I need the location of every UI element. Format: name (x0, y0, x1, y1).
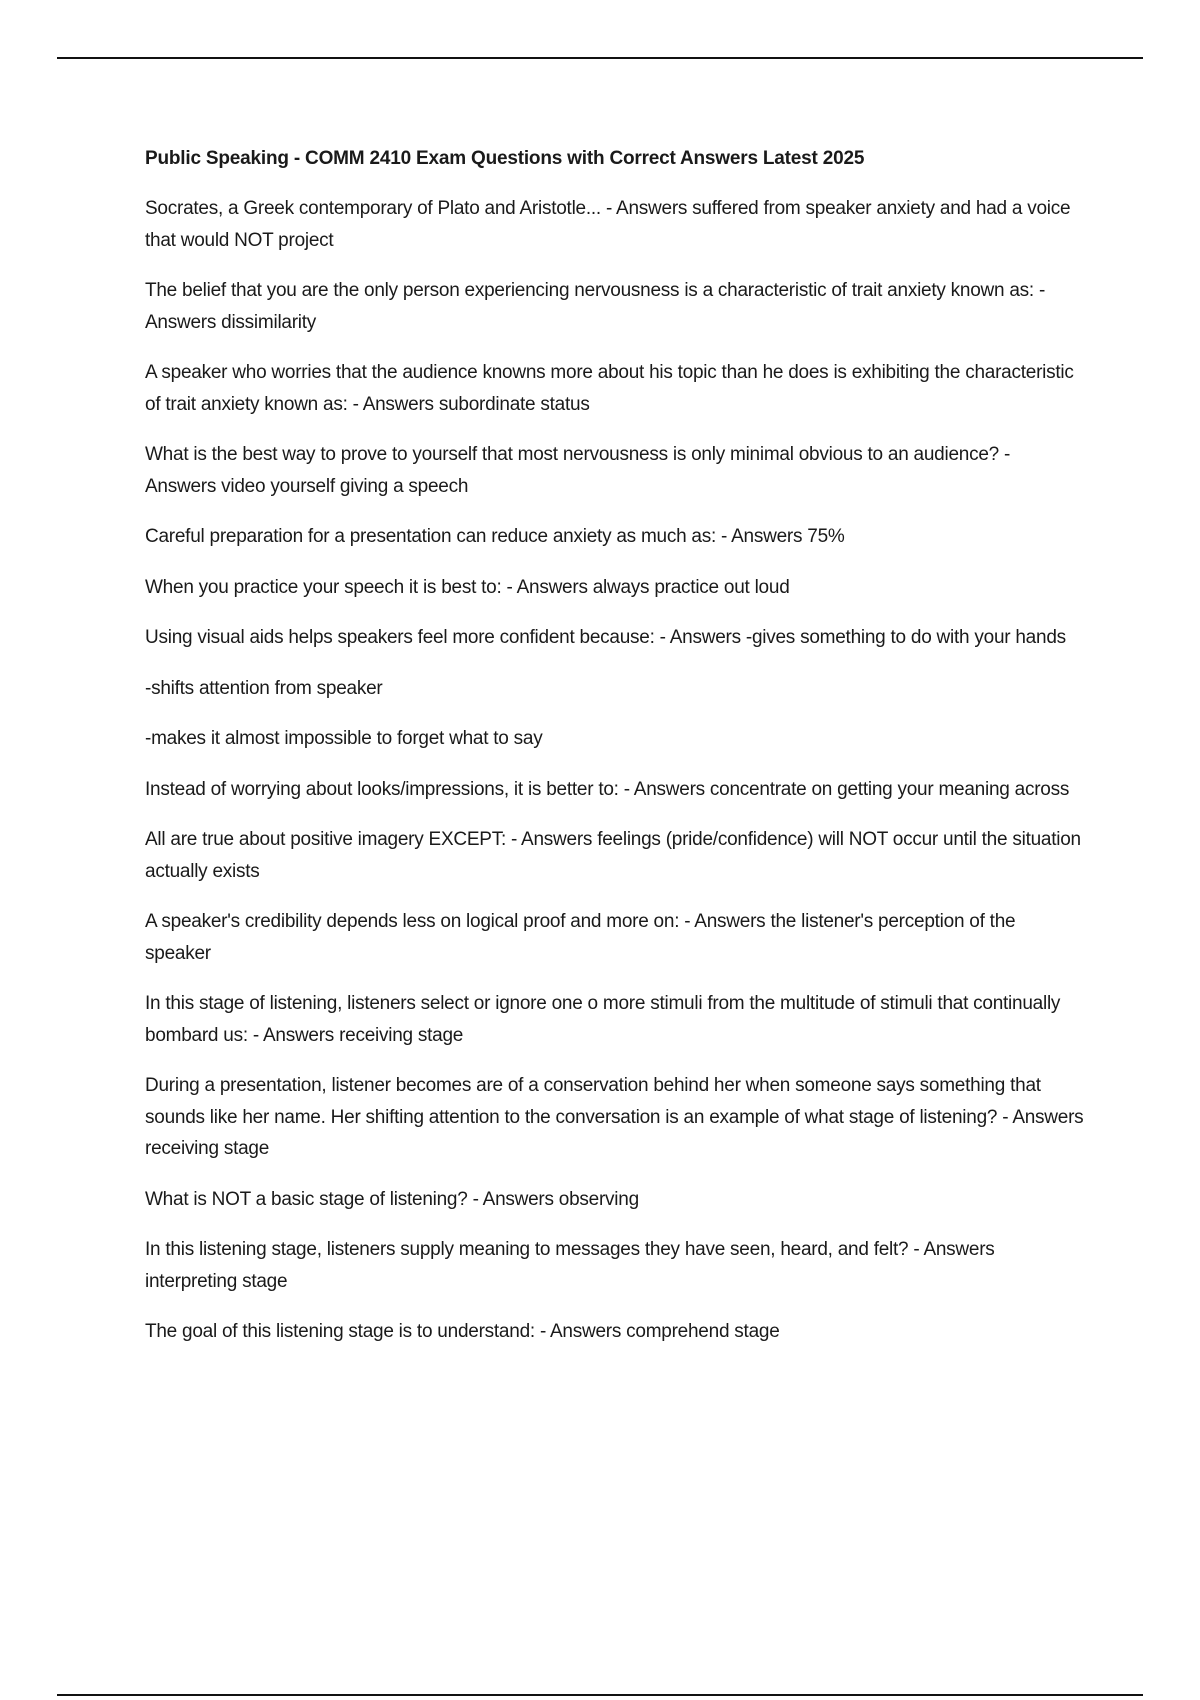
qa-paragraph: Instead of worrying about looks/impressions, it is better to: - Answers concentrate on getting your meaning across (145, 778, 1070, 800)
answer-list-item: -makes it almost impossible to forget what to say (145, 728, 543, 749)
qa-paragraph: The goal of this listening stage is to understand: - Answers comprehend stage (145, 1321, 780, 1342)
qa-paragraph: In this listening stage, listeners supply meaning to messages they have seen, heard, and felt? - Answers interpreting stage (145, 1239, 995, 1292)
footer-rule (57, 1694, 1143, 1696)
qa-paragraph: Using visual aids helps speakers feel more confident because: - Answers -gives something to do with your hands (145, 627, 1066, 648)
qa-paragraph: In this stage of listening, listeners select or ignore one o more stimuli from the multitude of stimuli that continually bombard us: - Answers receiving stage (145, 993, 1061, 1046)
qa-paragraph: A speaker's credibility depends less on logical proof and more on: - Answers the listener's perception of the speaker (145, 911, 1016, 964)
qa-paragraph: What is NOT a basic stage of listening? - Answers observing (145, 1188, 639, 1210)
qa-paragraph: The belief that you are the only person experiencing nervousness is a characteristic of trait anxiety known as: - Answers dissimilarity (145, 280, 1046, 333)
header-rule (57, 57, 1143, 59)
qa-paragraph: Careful preparation for a presentation can reduce anxiety as much as: - Answers 75% (145, 526, 845, 547)
document-title: Public Speaking - COMM 2410 Exam Questions with Correct Answers Latest 2025 (145, 148, 865, 169)
qa-paragraph: Socrates, a Greek contemporary of Plato and Aristotle... - Answers suffered from speaker anxiety and had a voice that would NOT project (145, 198, 1071, 251)
qa-paragraph: When you practice your speech it is best to: - Answers always practice out loud (145, 576, 790, 598)
qa-paragraph: What is the best way to prove to yourself that most nervousness is only minimal obvious to an audience? - Answers video yourself giving a speech (145, 444, 1011, 497)
qa-paragraph: During a presentation, listener becomes are of a conservation behind her when someone says something that sounds like her name. Her shifting attention to the conversation is an example of what stage of listening? - Answers receiving stage (145, 1075, 1084, 1159)
answer-list-item: -shifts attention from speaker (145, 677, 383, 699)
document-body (145, 144, 1085, 1367)
qa-paragraph: All are true about positive imagery EXCEPT: - Answers feelings (pride/confidence) will NOT occur until the situation actually exists (145, 829, 1081, 882)
qa-paragraph: A speaker who worries that the audience knowns more about his topic than he does is exhibiting the characteristic of trait anxiety known as: - Answers subordinate status (145, 362, 1074, 415)
